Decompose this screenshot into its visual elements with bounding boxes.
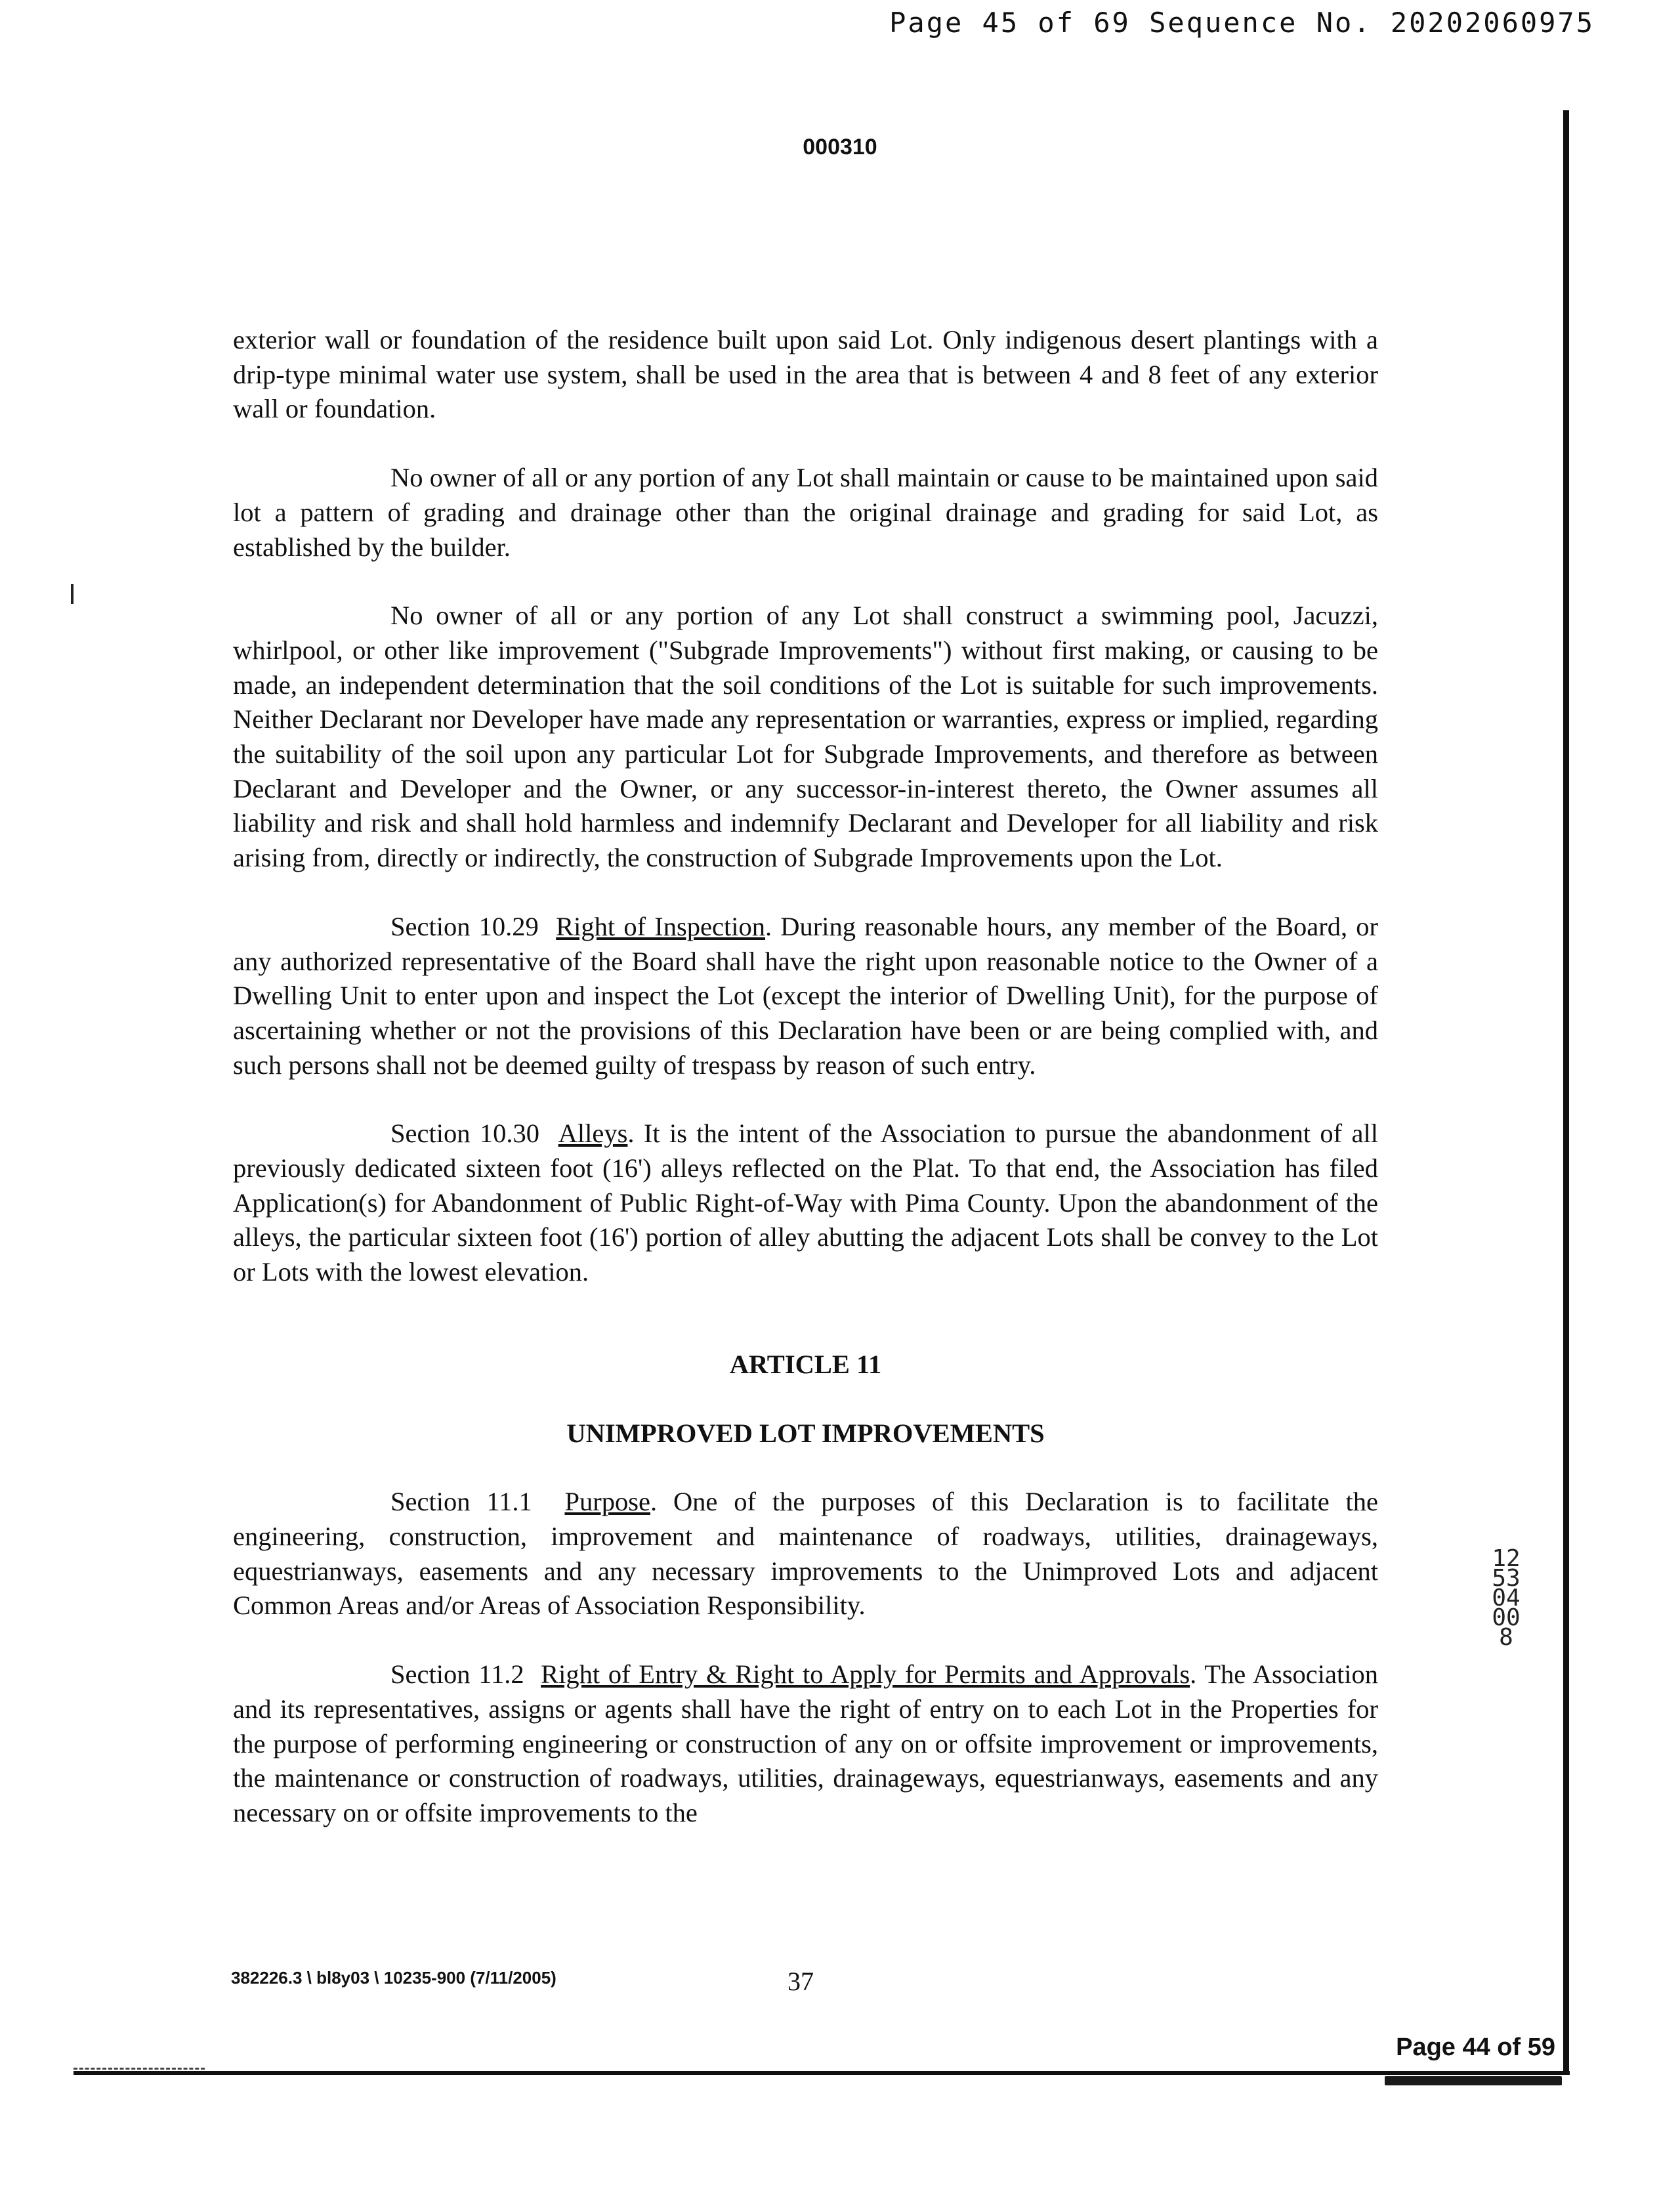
section-number: Section 11.1: [390, 1487, 532, 1517]
paragraph-subgrade: No owner of all or any portion of any Lot shall construct a swimming pool, Jacuzzi, whirlpool, or other like improvement ("Subgrade Improvements") without first making, or causing to be made, an independent determination that the soil conditions of the Lot is suitable for such improvements. Neither Declarant nor Developer have made any representation or warranties, express or implied, regarding the suitability of the soil upon any particular Lot for Subgrade Improvements, and therefore as between Declarant and Developer and the Owner, or any successor-in-interest thereto, the Owner assumes all liability and risk and shall hold harmless and indemnify Declarant and Developer for all liability and risk arising from, directly or indirectly, the construction of Subgrade Improvements upon the Lot.: [233, 601, 1378, 873]
recording-stamp-mark: [1385, 2076, 1562, 2085]
right-margin-bar: [1563, 110, 1569, 2073]
page-of-total: Page 44 of 59: [1396, 2034, 1555, 2061]
article-title: UNIMPROVED LOT IMPROVEMENTS: [566, 1418, 1045, 1448]
section-text: . One of the purposes of this Declaration is to facilitate the engineering, construction, improvement and maintenance of roadways, utilities, drainageways, equestrianways, easements and any necessary improvements to the Unimproved Lots and adjacent Common Areas and/or Areas of Association Responsibility.: [233, 1487, 1379, 1621]
document-body: [233, 323, 1378, 1865]
section-text: . The Association and its representatives, assigns or agents shall have the right of entry on to each Lot in the Properties for the purpose of performing engineering or construction of any on or offsite improvement or improvements, the maintenance or construction of roadways, utilities, drainageways, equestrianways, easements and any necessary on or offsite improvements to the: [233, 1659, 1378, 1827]
article-number: ARTICLE 11: [729, 1349, 882, 1379]
page-number: 37: [788, 1967, 814, 1996]
page-sequence-header: Page 45 of 69 Sequence No. 20202060975: [889, 7, 1595, 39]
section-11-1: [233, 1485, 1378, 1623]
section-10-30: [233, 1117, 1378, 1290]
document-number: 000310: [803, 135, 877, 160]
section-title: Right of Entry & Right to Apply for Permits and Approvals: [541, 1659, 1190, 1690]
section-title: Purpose: [564, 1487, 650, 1517]
paragraph-grading: No owner of all or any portion of any Lot shall maintain or cause to be maintained upon said lot a pattern of grading and drainage other than the original drainage and grading for said Lot, as established by the builder.: [233, 463, 1378, 562]
bottom-dashed-mark: [74, 2068, 205, 2070]
section-number: Section 11.2: [390, 1659, 524, 1690]
section-number: Section 10.29: [390, 911, 539, 941]
footer-reference: 382226.3 \ bl8y03 \ 10235-900 (7/11/2005): [231, 1968, 556, 1988]
section-11-2: [233, 1657, 1378, 1831]
section-title: Right of Inspection: [556, 911, 765, 941]
section-10-29: [233, 910, 1378, 1083]
section-title: Alleys: [558, 1119, 628, 1149]
bottom-rule-line: [74, 2071, 1570, 2075]
vertical-recording-number: 1253 04008: [1492, 1545, 1521, 1651]
section-text: . It is the intent of the Association to pursue the abandonment of all previously dedicated sixteen foot (16') alleys reflected on the Plat. To that end, the Association has filed Application(s) for Abandonment of Public Right-of-Way with Pima County. Upon the abandonment of the alleys, the particular sixteen foot (16') portion of alley abutting the adjacent Lots shall be convey to the Lot or Lots with the lowest elevation.: [233, 1119, 1378, 1287]
section-number: Section 10.30: [390, 1119, 539, 1149]
section-text: . During reasonable hours, any member of the Board, or any authorized representative of the Board shall have the right upon reasonable notice to the Owner of a Dwelling Unit to enter upon and inspect the Lot (except the interior of Dwelling Unit), for the purpose of ascertaining whether or not the provisions of this Declaration have been or are being complied with, and such persons shall not be deemed guilty of trespass by reason of such entry.: [233, 911, 1379, 1080]
paragraph-continuation: exterior wall or foundation of the residence built upon said Lot. Only indigenous desert plantings with a drip-type minimal water use system, shall be used in the area that is between 4 and 8 feet of any exterior wall or foundation.: [233, 325, 1378, 424]
left-margin-mark: [71, 584, 74, 604]
article-heading-block: [233, 1348, 1378, 1451]
